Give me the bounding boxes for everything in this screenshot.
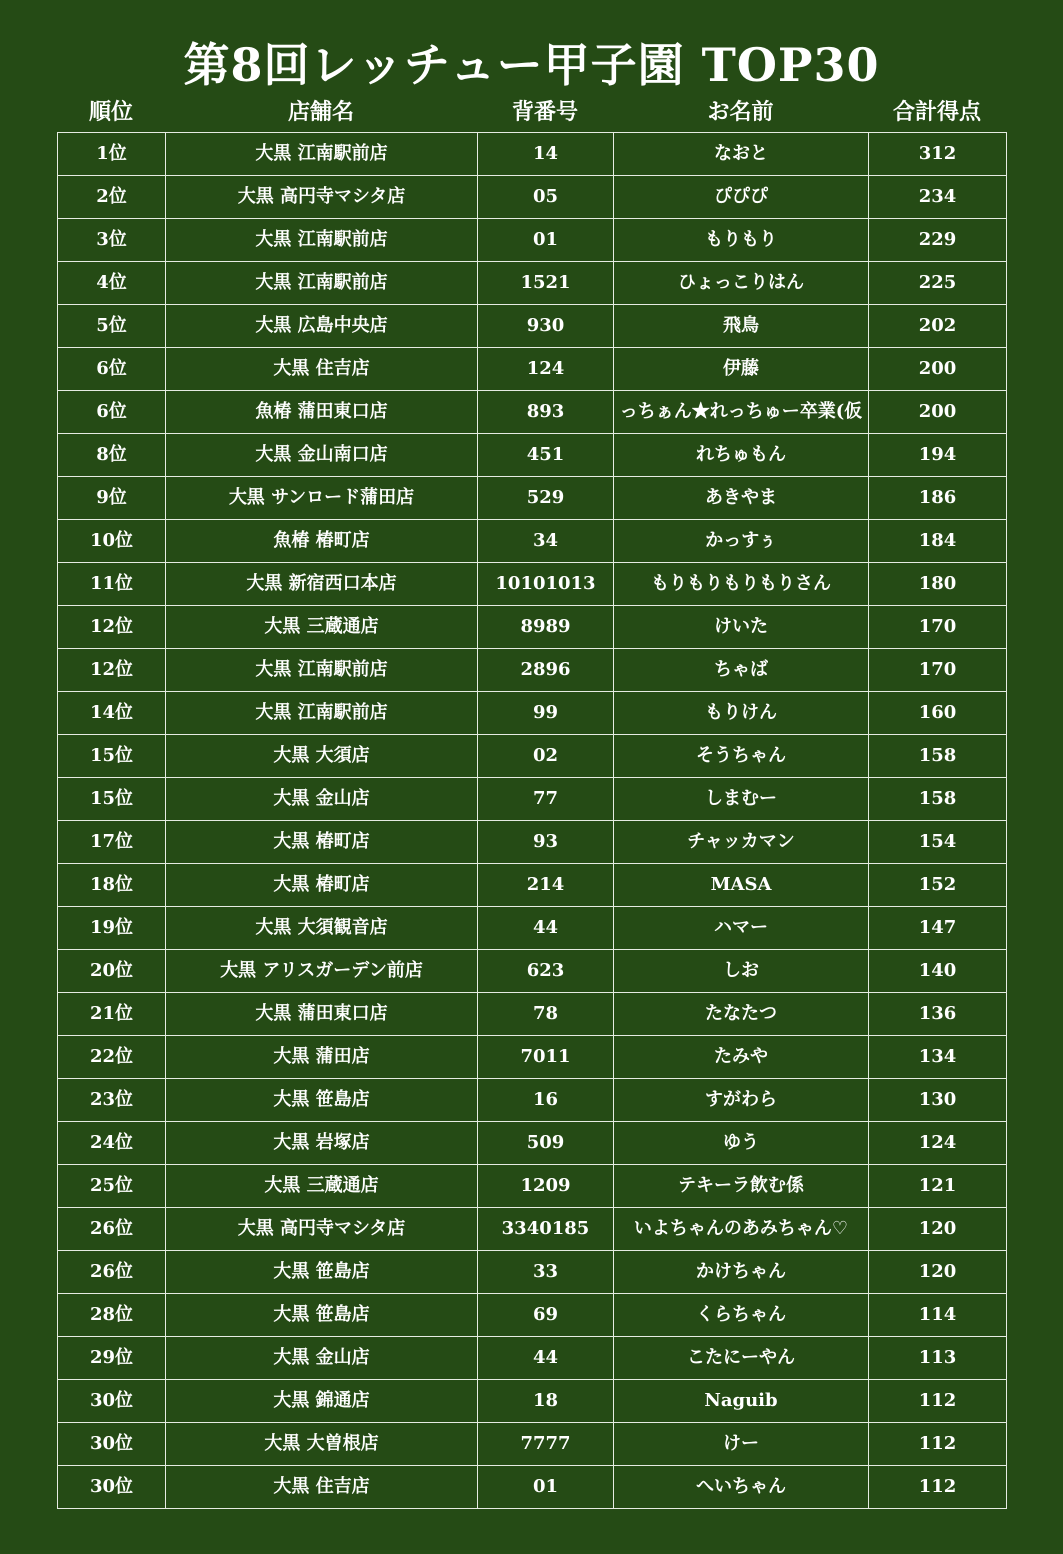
score-cell: 152 bbox=[869, 864, 1007, 907]
store-cell: 大黒 江南駅前店 bbox=[166, 262, 478, 305]
name-cell: あきやま bbox=[614, 477, 869, 520]
name-cell: もりもり bbox=[614, 219, 869, 262]
table-row bbox=[58, 176, 1007, 219]
rank-cell: 8位 bbox=[58, 434, 166, 477]
name-cell: ハマー bbox=[614, 907, 869, 950]
rank-cell: 1位 bbox=[58, 133, 166, 176]
number-cell: 16 bbox=[478, 1079, 614, 1122]
name-cell: ひょっこりはん bbox=[614, 262, 869, 305]
table-row bbox=[58, 1294, 1007, 1337]
number-cell: 01 bbox=[478, 1466, 614, 1509]
header-score: 合計得点 bbox=[892, 99, 981, 125]
table-row bbox=[58, 1337, 1007, 1380]
store-cell: 大黒 高円寺マシタ店 bbox=[166, 1208, 478, 1251]
store-cell: 大黒 大曽根店 bbox=[166, 1423, 478, 1466]
store-cell: 大黒 金山南口店 bbox=[166, 434, 478, 477]
score-cell: 134 bbox=[869, 1036, 1007, 1079]
score-cell: 112 bbox=[869, 1380, 1007, 1423]
table-row bbox=[58, 563, 1007, 606]
score-cell: 202 bbox=[869, 305, 1007, 348]
table-row bbox=[58, 1466, 1007, 1509]
rank-cell: 19位 bbox=[58, 907, 166, 950]
rank-cell: 30位 bbox=[58, 1466, 166, 1509]
store-cell: 大黒 江南駅前店 bbox=[166, 692, 478, 735]
name-cell: MASA bbox=[614, 864, 869, 907]
score-cell: 312 bbox=[869, 133, 1007, 176]
score-cell: 200 bbox=[869, 391, 1007, 434]
rank-cell: 9位 bbox=[58, 477, 166, 520]
score-cell: 121 bbox=[869, 1165, 1007, 1208]
number-cell: 214 bbox=[478, 864, 614, 907]
number-cell: 02 bbox=[478, 735, 614, 778]
name-cell: へいちゃん bbox=[614, 1466, 869, 1509]
number-cell: 33 bbox=[478, 1251, 614, 1294]
store-cell: 大黒 三蔵通店 bbox=[166, 606, 478, 649]
ranking-table bbox=[57, 132, 1007, 1509]
score-cell: 136 bbox=[869, 993, 1007, 1036]
table-row bbox=[58, 305, 1007, 348]
table-row bbox=[58, 907, 1007, 950]
rank-cell: 30位 bbox=[58, 1423, 166, 1466]
table-row bbox=[58, 1380, 1007, 1423]
name-cell: そうちゃん bbox=[614, 735, 869, 778]
rank-cell: 22位 bbox=[58, 1036, 166, 1079]
name-cell: けー bbox=[614, 1423, 869, 1466]
number-cell: 78 bbox=[478, 993, 614, 1036]
name-cell: しお bbox=[614, 950, 869, 993]
score-cell: 170 bbox=[869, 606, 1007, 649]
name-cell: しまむー bbox=[614, 778, 869, 821]
number-cell: 3340185 bbox=[478, 1208, 614, 1251]
table-row bbox=[58, 993, 1007, 1036]
store-cell: 魚椿 椿町店 bbox=[166, 520, 478, 563]
table-row bbox=[58, 348, 1007, 391]
table-row bbox=[58, 821, 1007, 864]
name-cell: Naguib bbox=[614, 1380, 869, 1423]
table-row bbox=[58, 1423, 1007, 1466]
table-header-row bbox=[57, 94, 1006, 130]
store-cell: 大黒 笹島店 bbox=[166, 1294, 478, 1337]
score-cell: 170 bbox=[869, 649, 1007, 692]
number-cell: 18 bbox=[478, 1380, 614, 1423]
table-row bbox=[58, 1079, 1007, 1122]
name-cell: すがわら bbox=[614, 1079, 869, 1122]
table-row bbox=[58, 1165, 1007, 1208]
score-cell: 120 bbox=[869, 1208, 1007, 1251]
number-cell: 93 bbox=[478, 821, 614, 864]
header-store: 店舗名 bbox=[287, 99, 354, 125]
ranking-table-body bbox=[58, 133, 1007, 1509]
score-cell: 180 bbox=[869, 563, 1007, 606]
store-cell: 大黒 江南駅前店 bbox=[166, 649, 478, 692]
name-cell: いよちゃんのあみちゃん♡ bbox=[614, 1208, 869, 1251]
name-cell: 伊藤 bbox=[614, 348, 869, 391]
score-cell: 113 bbox=[869, 1337, 1007, 1380]
table-row bbox=[58, 950, 1007, 993]
rank-cell: 18位 bbox=[58, 864, 166, 907]
name-cell: けいた bbox=[614, 606, 869, 649]
score-cell: 130 bbox=[869, 1079, 1007, 1122]
rank-cell: 10位 bbox=[58, 520, 166, 563]
store-cell: 大黒 住吉店 bbox=[166, 1466, 478, 1509]
rank-cell: 25位 bbox=[58, 1165, 166, 1208]
number-cell: 2896 bbox=[478, 649, 614, 692]
rank-cell: 11位 bbox=[58, 563, 166, 606]
store-cell: 大黒 高円寺マシタ店 bbox=[166, 176, 478, 219]
rank-cell: 12位 bbox=[58, 649, 166, 692]
score-cell: 112 bbox=[869, 1423, 1007, 1466]
name-cell: れちゅもん bbox=[614, 434, 869, 477]
store-cell: 魚椿 蒲田東口店 bbox=[166, 391, 478, 434]
number-cell: 893 bbox=[478, 391, 614, 434]
store-cell: 大黒 広島中央店 bbox=[166, 305, 478, 348]
table-row bbox=[58, 434, 1007, 477]
score-cell: 160 bbox=[869, 692, 1007, 735]
store-cell: 大黒 住吉店 bbox=[166, 348, 478, 391]
number-cell: 930 bbox=[478, 305, 614, 348]
number-cell: 44 bbox=[478, 907, 614, 950]
rank-cell: 6位 bbox=[58, 391, 166, 434]
header-rank: 順位 bbox=[88, 99, 133, 125]
rank-cell: 26位 bbox=[58, 1208, 166, 1251]
score-cell: 225 bbox=[869, 262, 1007, 305]
rank-cell: 21位 bbox=[58, 993, 166, 1036]
score-cell: 184 bbox=[869, 520, 1007, 563]
number-cell: 1521 bbox=[478, 262, 614, 305]
rank-cell: 17位 bbox=[58, 821, 166, 864]
score-cell: 234 bbox=[869, 176, 1007, 219]
score-cell: 114 bbox=[869, 1294, 1007, 1337]
name-cell: ぴぴぴ bbox=[614, 176, 869, 219]
score-cell: 200 bbox=[869, 348, 1007, 391]
table-row bbox=[58, 219, 1007, 262]
number-cell: 99 bbox=[478, 692, 614, 735]
number-cell: 10101013 bbox=[478, 563, 614, 606]
number-cell: 69 bbox=[478, 1294, 614, 1337]
name-cell: たなたつ bbox=[614, 993, 869, 1036]
store-cell: 大黒 椿町店 bbox=[166, 864, 478, 907]
number-cell: 509 bbox=[478, 1122, 614, 1165]
number-cell: 529 bbox=[478, 477, 614, 520]
page-title: 第8回レッチュー甲子園 TOP30 bbox=[183, 38, 880, 92]
store-cell: 大黒 三蔵通店 bbox=[166, 1165, 478, 1208]
rank-cell: 30位 bbox=[58, 1380, 166, 1423]
score-cell: 147 bbox=[869, 907, 1007, 950]
number-cell: 77 bbox=[478, 778, 614, 821]
number-cell: 14 bbox=[478, 133, 614, 176]
name-cell: 飛鳥 bbox=[614, 305, 869, 348]
score-cell: 120 bbox=[869, 1251, 1007, 1294]
rank-cell: 6位 bbox=[58, 348, 166, 391]
name-cell: なおと bbox=[614, 133, 869, 176]
store-cell: 大黒 大須店 bbox=[166, 735, 478, 778]
number-cell: 05 bbox=[478, 176, 614, 219]
table-row bbox=[58, 606, 1007, 649]
number-cell: 124 bbox=[478, 348, 614, 391]
name-cell: かけちゃん bbox=[614, 1251, 869, 1294]
name-cell: テキーラ飲む係 bbox=[614, 1165, 869, 1208]
rank-cell: 29位 bbox=[58, 1337, 166, 1380]
table-row bbox=[58, 864, 1007, 907]
store-cell: 大黒 笹島店 bbox=[166, 1079, 478, 1122]
rank-cell: 4位 bbox=[58, 262, 166, 305]
number-cell: 01 bbox=[478, 219, 614, 262]
number-cell: 451 bbox=[478, 434, 614, 477]
store-cell: 大黒 大須観音店 bbox=[166, 907, 478, 950]
rank-cell: 12位 bbox=[58, 606, 166, 649]
store-cell: 大黒 蒲田東口店 bbox=[166, 993, 478, 1036]
number-cell: 7777 bbox=[478, 1423, 614, 1466]
store-cell: 大黒 江南駅前店 bbox=[166, 219, 478, 262]
number-cell: 8989 bbox=[478, 606, 614, 649]
number-cell: 1209 bbox=[478, 1165, 614, 1208]
score-cell: 140 bbox=[869, 950, 1007, 993]
table-row bbox=[58, 778, 1007, 821]
score-cell: 158 bbox=[869, 778, 1007, 821]
table-row bbox=[58, 649, 1007, 692]
name-cell: くらちゃん bbox=[614, 1294, 869, 1337]
table-row bbox=[58, 1036, 1007, 1079]
rank-cell: 5位 bbox=[58, 305, 166, 348]
store-cell: 大黒 江南駅前店 bbox=[166, 133, 478, 176]
score-cell: 186 bbox=[869, 477, 1007, 520]
name-cell: こたにーやん bbox=[614, 1337, 869, 1380]
score-cell: 158 bbox=[869, 735, 1007, 778]
number-cell: 34 bbox=[478, 520, 614, 563]
name-cell: ゆう bbox=[614, 1122, 869, 1165]
table-row bbox=[58, 735, 1007, 778]
table-row bbox=[58, 391, 1007, 434]
store-cell: 大黒 錦通店 bbox=[166, 1380, 478, 1423]
table-row bbox=[58, 520, 1007, 563]
score-cell: 124 bbox=[869, 1122, 1007, 1165]
store-cell: 大黒 蒲田店 bbox=[166, 1036, 478, 1079]
score-cell: 112 bbox=[869, 1466, 1007, 1509]
table-row bbox=[58, 1122, 1007, 1165]
name-cell: たみや bbox=[614, 1036, 869, 1079]
name-cell: かっすぅ bbox=[614, 520, 869, 563]
header-name: お名前 bbox=[707, 99, 774, 125]
rank-cell: 15位 bbox=[58, 735, 166, 778]
rank-cell: 3位 bbox=[58, 219, 166, 262]
score-cell: 194 bbox=[869, 434, 1007, 477]
table-row bbox=[58, 477, 1007, 520]
rank-cell: 24位 bbox=[58, 1122, 166, 1165]
store-cell: 大黒 金山店 bbox=[166, 1337, 478, 1380]
table-row bbox=[58, 1208, 1007, 1251]
score-cell: 154 bbox=[869, 821, 1007, 864]
rank-cell: 26位 bbox=[58, 1251, 166, 1294]
name-cell: もりもりもりもりさん bbox=[614, 563, 869, 606]
rank-cell: 14位 bbox=[58, 692, 166, 735]
number-cell: 44 bbox=[478, 1337, 614, 1380]
rank-cell: 28位 bbox=[58, 1294, 166, 1337]
store-cell: 大黒 笹島店 bbox=[166, 1251, 478, 1294]
name-cell: もりけん bbox=[614, 692, 869, 735]
rank-cell: 20位 bbox=[58, 950, 166, 993]
name-cell: っちぁん★れっちゅー卒業(仮 bbox=[614, 391, 869, 434]
score-cell: 229 bbox=[869, 219, 1007, 262]
name-cell: チャッカマン bbox=[614, 821, 869, 864]
store-cell: 大黒 サンロード蒲田店 bbox=[166, 477, 478, 520]
header-number: 背番号 bbox=[511, 99, 578, 125]
rank-cell: 23位 bbox=[58, 1079, 166, 1122]
store-cell: 大黒 椿町店 bbox=[166, 821, 478, 864]
number-cell: 7011 bbox=[478, 1036, 614, 1079]
table-row bbox=[58, 692, 1007, 735]
table-row bbox=[58, 262, 1007, 305]
table-row bbox=[58, 133, 1007, 176]
table-row bbox=[58, 1251, 1007, 1294]
store-cell: 大黒 岩塚店 bbox=[166, 1122, 478, 1165]
number-cell: 623 bbox=[478, 950, 614, 993]
rank-cell: 2位 bbox=[58, 176, 166, 219]
store-cell: 大黒 金山店 bbox=[166, 778, 478, 821]
name-cell: ちゃば bbox=[614, 649, 869, 692]
rank-cell: 15位 bbox=[58, 778, 166, 821]
store-cell: 大黒 新宿西口本店 bbox=[166, 563, 478, 606]
store-cell: 大黒 アリスガーデン前店 bbox=[166, 950, 478, 993]
